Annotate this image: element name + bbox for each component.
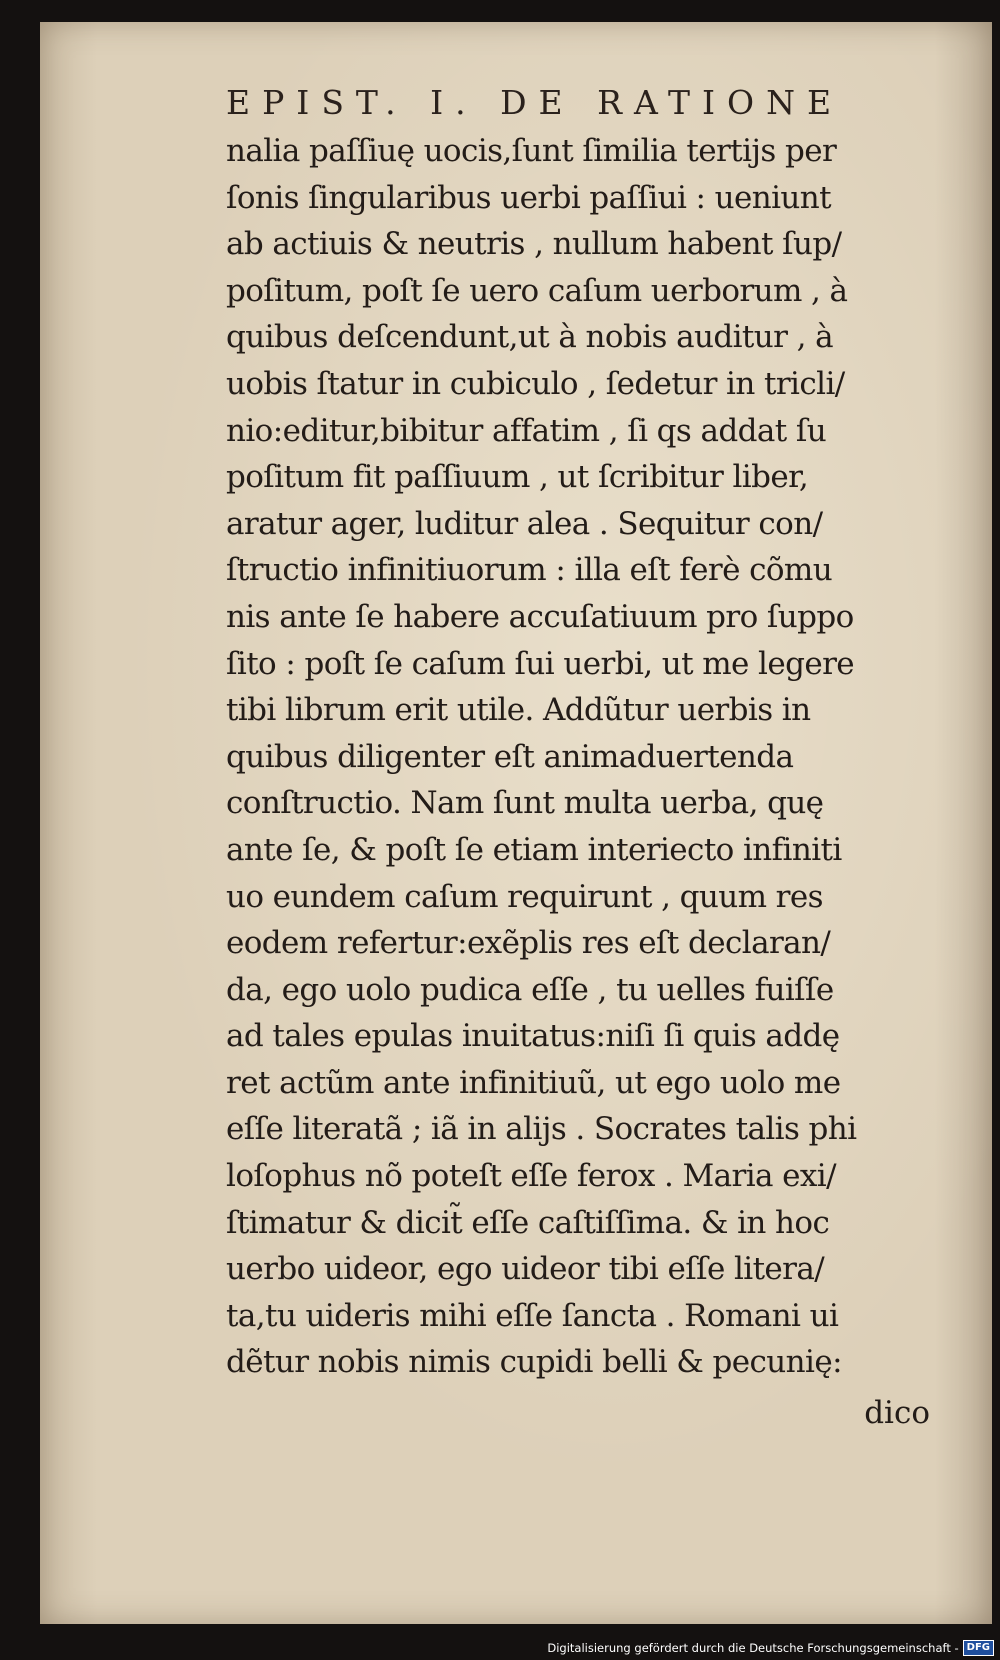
text-line: da, ego uolo pudica eſſe , tu uelles fuiſſe bbox=[226, 971, 834, 1008]
text-line: uo eundem caſum requirunt , quum res bbox=[226, 878, 823, 915]
book-page bbox=[40, 22, 992, 1624]
text-line: loſophus nõ poteſt eſſe ferox . Maria exi/ bbox=[226, 1158, 836, 1195]
text-line: tibi librum erit utile. Addũtur uerbis in bbox=[226, 692, 811, 729]
text-line: ſito : poſt ſe caſum ſui uerbi, ut me legere bbox=[226, 645, 855, 682]
text-line: dẽtur nobis nimis cupidi belli & pecunię: bbox=[226, 1344, 842, 1381]
text-line: ab actiuis & neutris , nullum habent ſup/ bbox=[226, 226, 842, 263]
dfg-logo: DFG bbox=[963, 1640, 994, 1656]
text-line: eſſe literatã ; iã in alijs . Socrates talis phi bbox=[226, 1111, 857, 1148]
text-line: nio:editur,bibitur affatim , ſi qs addat ſu bbox=[226, 412, 827, 449]
text-line: quibus deſcendunt,ut à nobis auditur , à bbox=[226, 319, 833, 356]
running-head: EPIST. I. DE RATIONE bbox=[226, 83, 844, 122]
text-line: uerbo uideor, ego uideor tibi eſſe litera/ bbox=[226, 1251, 825, 1288]
text-line: nalia paſſiuę uocis,ſunt ſimilia tertijs per bbox=[226, 133, 837, 169]
text-line: eodem refertur:exẽplis res eſt declaran/ bbox=[226, 925, 831, 962]
catchword: dico bbox=[864, 1395, 930, 1431]
text-line: ret actũm ante infinitiuũ, ut ego uolo me bbox=[226, 1064, 841, 1101]
text-block bbox=[226, 80, 986, 1386]
digitization-footer bbox=[547, 1638, 994, 1658]
text-line: poſitum fit paſſiuum , ut ſcribitur liber, bbox=[226, 459, 809, 496]
text-line: conſtructio. Nam ſunt multa uerba, quę bbox=[226, 785, 824, 822]
text-line: ante ſe, & poſt ſe etiam interiecto infiniti bbox=[226, 831, 842, 868]
footer-text: Digitalisierung gefördert durch die Deutsche Forschungsgemeinschaft - bbox=[547, 1641, 959, 1655]
text-line: ſonis ſingularibus uerbi paſſiui : ueniunt bbox=[226, 179, 831, 216]
text-line: quibus diligenter eſt animaduertenda bbox=[226, 738, 794, 775]
text-line: uobis ſtatur in cubiculo , ſedetur in tricli/ bbox=[226, 365, 845, 402]
text-line: nis ante ſe habere accuſatiuum pro ſuppo bbox=[226, 598, 854, 635]
text-lines bbox=[226, 128, 986, 1386]
text-line: ta,tu uideris mihi eſſe ſancta . Romani ui bbox=[226, 1297, 839, 1334]
text-line: poſitum, poſt ſe uero caſum uerborum , à bbox=[226, 272, 848, 309]
text-line: ſtructio infinitiuorum : illa eſt ferè cõmu bbox=[226, 552, 833, 589]
text-line: aratur ager, luditur alea . Sequitur con/ bbox=[226, 505, 823, 542]
text-line: ſtimatur & dicit̃ eſſe caſtiſſima. & in hoc bbox=[226, 1204, 830, 1241]
text-line: ad tales epulas inuitatus:niſi ſi quis addę bbox=[226, 1018, 840, 1055]
